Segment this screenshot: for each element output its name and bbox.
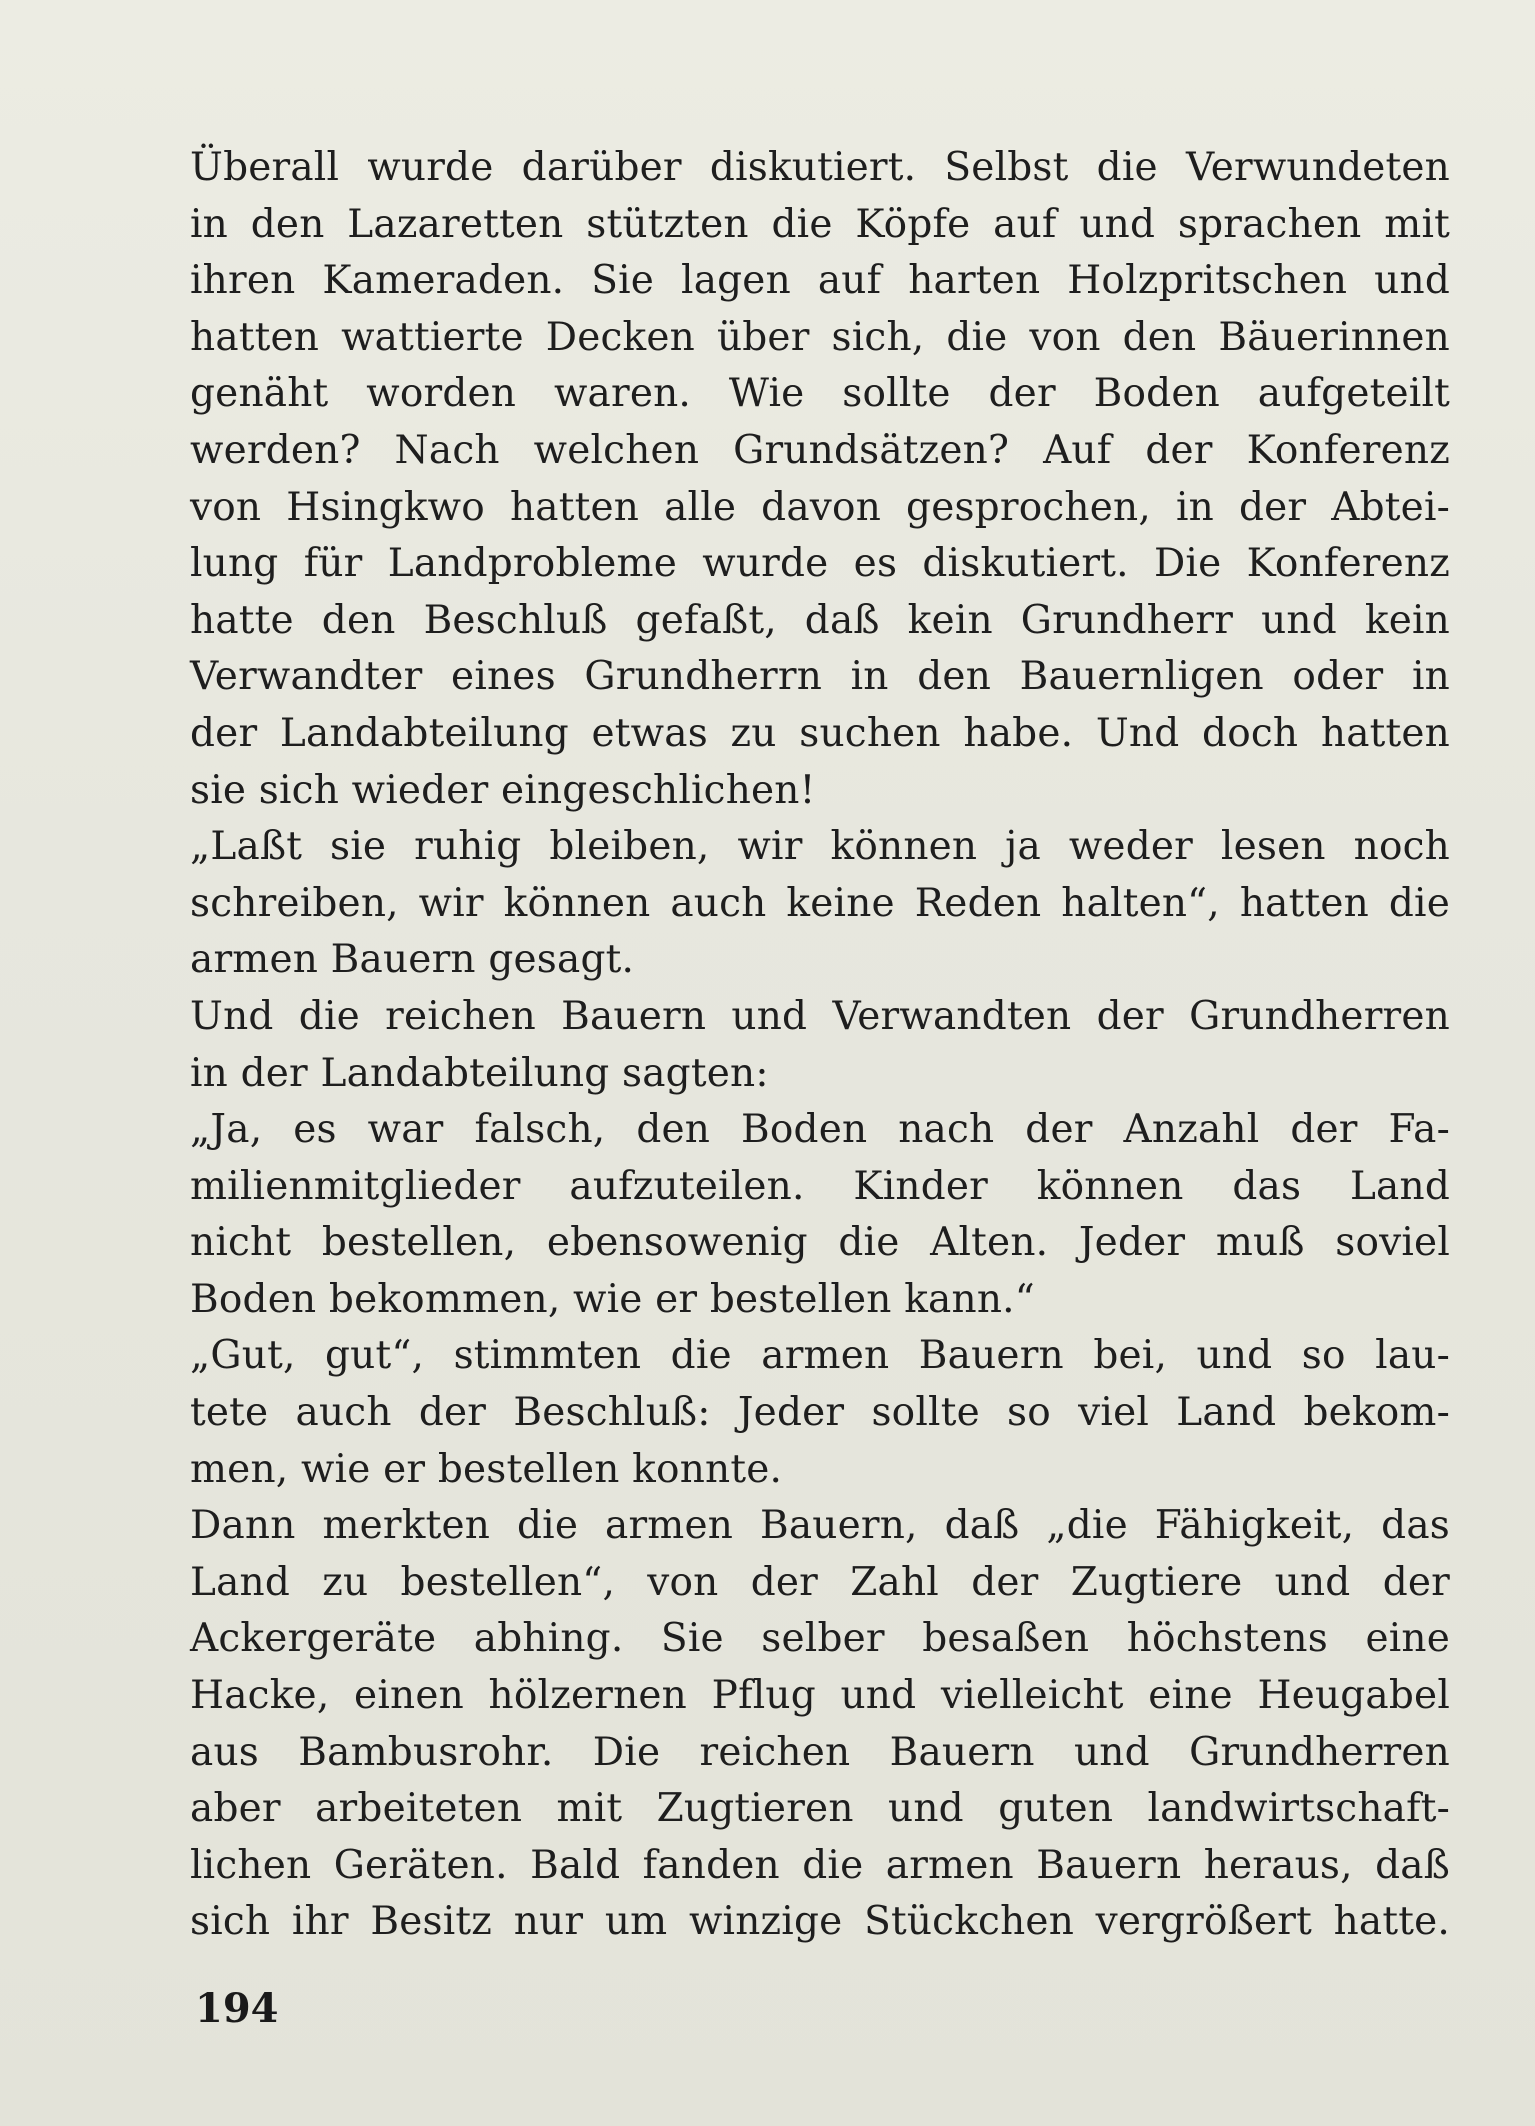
- text-line: lung für Landprobleme wurde es diskutiert. Die Konferenz: [190, 541, 1450, 587]
- text-line: werden? Nach welchen Grundsätzen? Auf der Konferenz: [190, 427, 1450, 473]
- text-line: „Ja, es war falsch, den Boden nach der Anzahl der Fa-: [190, 1107, 1450, 1153]
- text-line: in der Landabteilung sagten:: [190, 1050, 769, 1096]
- text-line: hatte den Beschluß gefaßt, daß kein Grundherr und kein: [190, 597, 1450, 643]
- text-line: milienmitglieder aufzuteilen. Kinder können das Land: [190, 1163, 1450, 1209]
- text-line: von Hsingkwo hatten alle davon gesprochen, in der Abtei-: [190, 484, 1450, 530]
- text-line: lichen Geräten. Bald fanden die armen Bauern heraus, daß: [190, 1842, 1450, 1888]
- text-line: tete auch der Beschluß: Jeder sollte so viel Land bekom-: [190, 1390, 1450, 1436]
- text-line: Überall wurde darüber diskutiert. Selbst die Verwundeten: [190, 145, 1450, 190]
- text-line: Ackergeräte abhing. Sie selber besaßen höchstens eine: [190, 1616, 1450, 1662]
- page-number: 194: [195, 1985, 279, 2032]
- text-line: der Landabteilung etwas zu suchen habe. Und doch hatten: [190, 710, 1450, 756]
- text-line: Verwandter eines Grundherrn in den Bauernligen oder in: [190, 654, 1450, 700]
- text-line: aber arbeiteten mit Zugtieren und guten landwirtschaft-: [190, 1786, 1450, 1832]
- text-line: hatten wattierte Decken über sich, die von den Bäuerinnen: [190, 314, 1450, 360]
- text-line: Boden bekommen, wie er bestellen kann.“: [190, 1276, 1035, 1322]
- text-line: schreiben, wir können auch keine Reden halten“, hatten die: [190, 880, 1450, 926]
- body-text: [190, 140, 1450, 1951]
- text-line: nicht bestellen, ebensowenig die Alten. Jeder muß soviel: [190, 1220, 1450, 1266]
- text-line: Hacke, einen hölzernen Pflug und vielleicht eine Heugabel: [190, 1673, 1450, 1719]
- text-line: in den Lazaretten stützten die Köpfe auf und sprachen mit: [190, 201, 1450, 247]
- text-line: „Gut, gut“, stimmten die armen Bauern bei, und so lau-: [190, 1333, 1450, 1379]
- text-line: armen Bauern gesagt.: [190, 937, 635, 983]
- text-line: aus Bambusrohr. Die reichen Bauern und Grundherren: [190, 1729, 1450, 1775]
- text-line: sich ihr Besitz nur um winzige Stückchen vergrößert hatte.: [190, 1899, 1450, 1945]
- text-line: Und die reichen Bauern und Verwandten der Grundherren: [190, 993, 1450, 1039]
- text-line: Dann merkten die armen Bauern, daß „die Fähigkeit, das: [190, 1503, 1450, 1549]
- text-line: sie sich wieder eingeschlichen!: [190, 767, 816, 813]
- text-line: ihren Kameraden. Sie lagen auf harten Holzpritschen und: [190, 258, 1450, 304]
- text-line: men, wie er bestellen konnte.: [190, 1446, 783, 1492]
- text-line: „Laßt sie ruhig bleiben, wir können ja weder lesen noch: [190, 824, 1450, 870]
- text-line: genäht worden waren. Wie sollte der Boden aufgeteilt: [190, 371, 1450, 417]
- text-line: Land zu bestellen“, von der Zahl der Zugtiere und der: [190, 1559, 1450, 1605]
